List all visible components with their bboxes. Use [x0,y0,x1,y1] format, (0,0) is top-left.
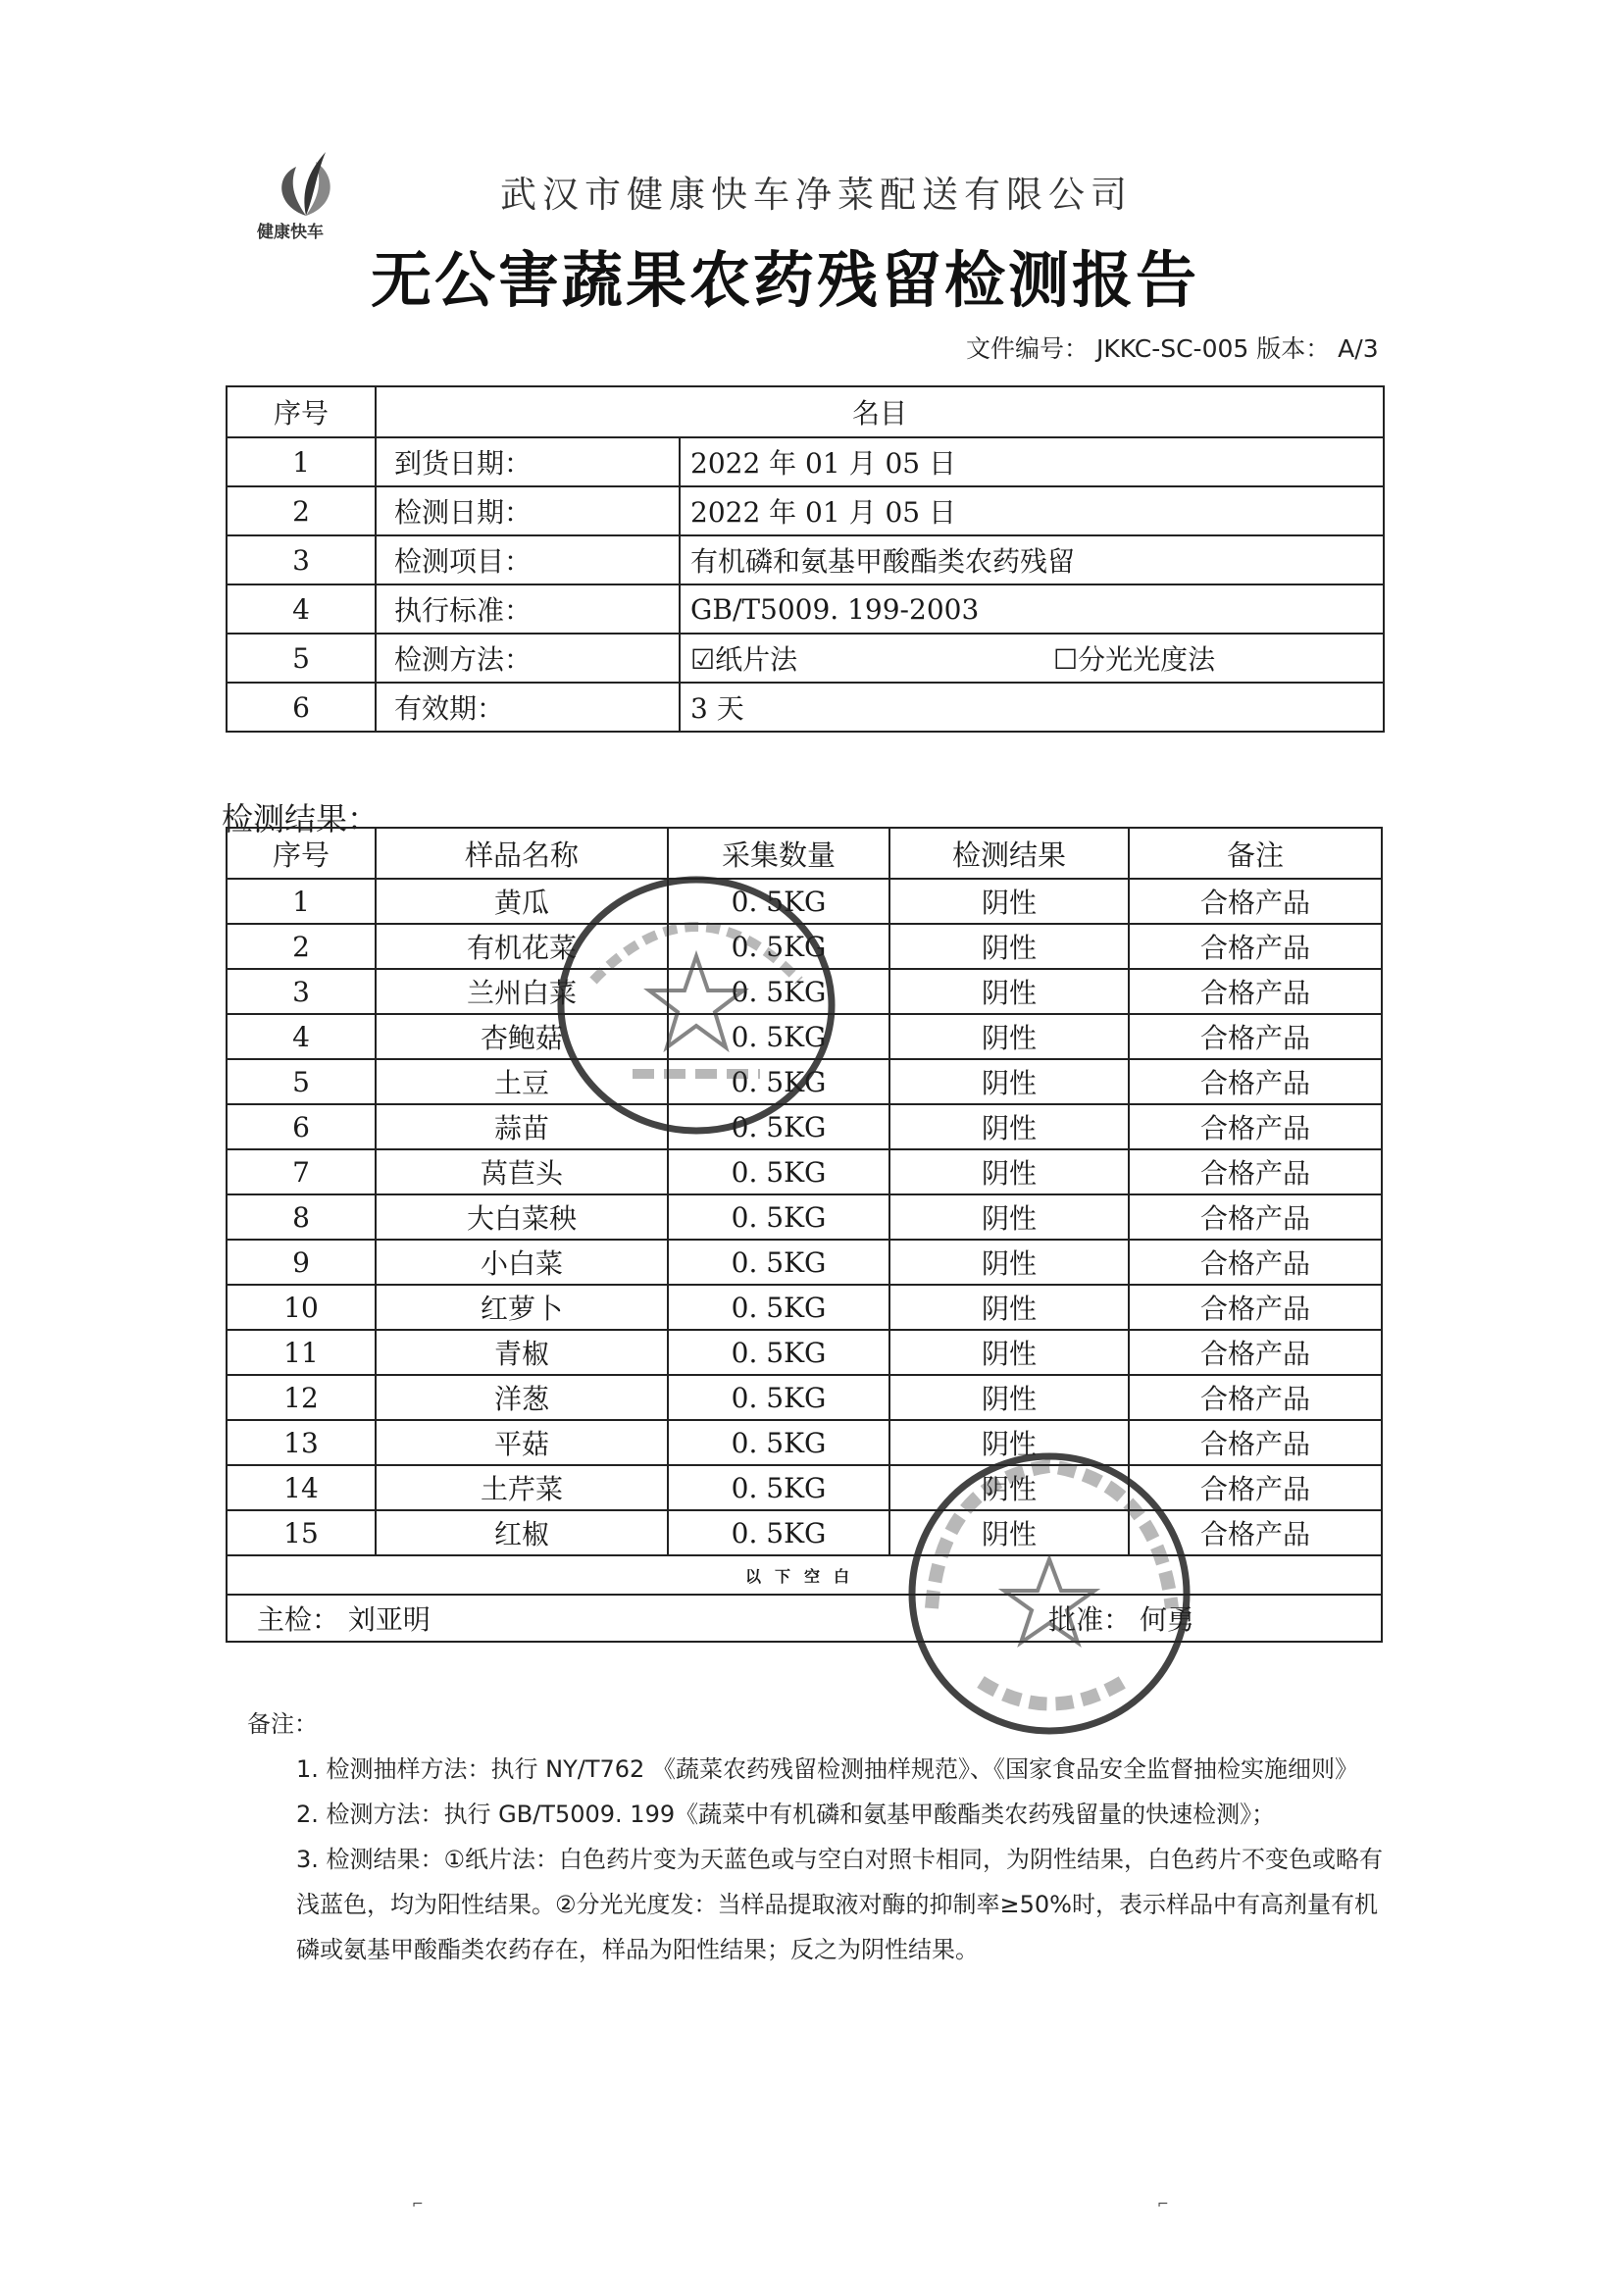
sample-quantity: 0. 5KG [668,1330,889,1375]
sample-quantity: 0. 5KG [668,1285,889,1330]
info-header-item: 名目 [376,386,1384,437]
result-no: 13 [227,1420,376,1465]
result-remark: 合格产品 [1129,1059,1382,1104]
notes-label: 备注： [247,1710,318,1738]
logo-text: 健康快车 [257,223,324,242]
result-no: 14 [227,1465,376,1510]
result-remark: 合格产品 [1129,1194,1382,1240]
sample-quantity: 0. 5KG [668,1240,889,1285]
result-no: 8 [227,1194,376,1240]
result-remark: 合格产品 [1129,1465,1382,1510]
info-no: 4 [227,584,376,634]
results-row [227,1059,1382,1104]
result-no: 4 [227,1014,376,1059]
test-result: 阴性 [889,1510,1129,1555]
sample-quantity: 0. 5KG [668,1194,889,1240]
results-header-row [227,828,1382,879]
test-result: 阴性 [889,969,1129,1014]
result-remark: 合格产品 [1129,1240,1382,1285]
result-no: 7 [227,1149,376,1194]
approver: 批准： 何勇 [1048,1603,1194,1636]
info-label: 有效期： [376,683,680,732]
results-header: 序号 [227,828,376,879]
results-body [227,879,1382,1555]
result-no: 10 [227,1285,376,1330]
info-row [227,584,1384,634]
results-row [227,1014,1382,1059]
note-item: 2. 检测方法：执行 GB/T5009. 199《蔬菜中有机磷和氨基甲酸酯类农药残留量的快速检测》； [296,1801,1276,1828]
info-label: 执行标准： [376,584,680,634]
inspector: 主检： 刘亚明 [257,1603,431,1636]
results-row [227,1375,1382,1420]
test-result: 阴性 [889,1330,1129,1375]
sample-name: 土豆 [376,1059,668,1104]
result-no: 9 [227,1240,376,1285]
sample-quantity: 0. 5KG [668,1510,889,1555]
report-title: 无公害蔬果农药残留检测报告 [371,244,1200,316]
result-remark: 合格产品 [1129,1014,1382,1059]
result-remark: 合格产品 [1129,1104,1382,1149]
info-value [680,634,1384,683]
sample-quantity: 0. 5KG [668,1059,889,1104]
sample-name: 蒜苗 [376,1104,668,1149]
results-row [227,1330,1382,1375]
sample-quantity: 0. 5KG [668,969,889,1014]
results-row [227,1240,1382,1285]
results-header: 备注 [1129,828,1382,879]
sample-quantity: 0. 5KG [668,1465,889,1510]
result-remark: 合格产品 [1129,924,1382,969]
info-label: 检测日期： [376,486,680,535]
result-remark: 合格产品 [1129,1149,1382,1194]
document-number: 文件编号： JKKC-SC-005 版本： A/3 [966,334,1379,363]
result-no: 15 [227,1510,376,1555]
results-header: 采集数量 [668,828,889,879]
info-row [227,634,1384,683]
results-row [227,1104,1382,1149]
info-value: 2022 年 01 月 05 日 [680,486,1384,535]
test-result: 阴性 [889,1375,1129,1420]
info-no: 3 [227,535,376,584]
info-value: 2022 年 01 月 05 日 [680,437,1384,486]
test-result: 阴性 [889,1465,1129,1510]
info-header-no: 序号 [227,386,376,437]
sample-name: 兰州白菜 [376,969,668,1014]
sample-name: 大白菜秧 [376,1194,668,1240]
sample-quantity: 0. 5KG [668,1104,889,1149]
result-no: 11 [227,1330,376,1375]
test-result: 阴性 [889,1240,1129,1285]
result-remark: 合格产品 [1129,1510,1382,1555]
info-row [227,486,1384,535]
result-remark: 合格产品 [1129,969,1382,1014]
result-remark: 合格产品 [1129,1420,1382,1465]
test-result: 阴性 [889,1014,1129,1059]
info-no: 6 [227,683,376,732]
result-remark: 合格产品 [1129,1330,1382,1375]
results-row [227,1285,1382,1330]
sample-name: 杏鲍菇 [376,1014,668,1059]
result-remark: 合格产品 [1129,1285,1382,1330]
info-table-header [227,386,1384,437]
test-result: 阴性 [889,1420,1129,1465]
test-result: 阴性 [889,879,1129,924]
result-remark: 合格产品 [1129,879,1382,924]
blank-row [227,1555,1382,1595]
results-table [226,827,1383,1643]
notes-section [247,1701,1395,1972]
sample-name: 黄瓜 [376,879,668,924]
sample-quantity: 0. 5KG [668,1375,889,1420]
sample-name: 红萝卜 [376,1285,668,1330]
result-no: 1 [227,879,376,924]
result-no: 2 [227,924,376,969]
result-no: 6 [227,1104,376,1149]
sample-name: 莴苣头 [376,1149,668,1194]
test-result: 阴性 [889,1285,1129,1330]
test-result: 阴性 [889,924,1129,969]
info-no: 1 [227,437,376,486]
method-paper-checkbox: ☑纸片法 [690,643,798,676]
scan-mark: ⌐ [412,2197,424,2212]
sample-name: 洋葱 [376,1375,668,1420]
info-label: 到货日期： [376,437,680,486]
results-row [227,1420,1382,1465]
result-no: 12 [227,1375,376,1420]
info-label: 检测方法： [376,634,680,683]
note-item: 3. 检测结果：①纸片法：白色药片变为天蓝色或与空白对照卡相同，为阴性结果，白色药片不变色或略有浅蓝色，均为阳性结果。②分光光度发：当样品提取液对酶的抑制率≥50%时，表示样品中有高剂量有机磷或氨基甲酸酯类农药存在，样品为阳性结果；反之为阴性结果。 [296,1846,1384,1963]
test-result: 阴性 [889,1059,1129,1104]
info-row [227,535,1384,584]
sample-quantity: 0. 5KG [668,1420,889,1465]
sample-name: 小白菜 [376,1240,668,1285]
info-value: 3 天 [680,683,1384,732]
results-label: 检测结果： [222,800,380,838]
info-label: 检测项目： [376,535,680,584]
results-row [227,879,1382,924]
results-row [227,1465,1382,1510]
test-result: 阴性 [889,1104,1129,1149]
sample-name: 平菇 [376,1420,668,1465]
results-row [227,924,1382,969]
info-table [226,385,1385,733]
results-header: 样品名称 [376,828,668,879]
blank-note: 以下空白 [227,1555,1382,1595]
info-value: 有机磷和氨基甲酸酯类农药残留 [680,535,1384,584]
results-row [227,1149,1382,1194]
info-row [227,437,1384,486]
sample-name: 土芹菜 [376,1465,668,1510]
results-row [227,1510,1382,1555]
note-item: 1. 检测抽样方法：执行 NY/T762 《蔬菜农药残留检测抽样规范》、《国家食品安全监督抽检实施细则》 [296,1755,1358,1783]
results-row [227,969,1382,1014]
company-name: 武汉市健康快车净菜配送有限公司 [500,174,1133,216]
info-value: GB/T5009. 199-2003 [680,584,1384,634]
result-no: 3 [227,969,376,1014]
result-remark: 合格产品 [1129,1375,1382,1420]
info-row [227,683,1384,732]
result-no: 5 [227,1059,376,1104]
sample-quantity: 0. 5KG [668,1149,889,1194]
results-row [227,1194,1382,1240]
sample-name: 有机花菜 [376,924,668,969]
sample-name: 红椒 [376,1510,668,1555]
method-spectro-checkbox: ☐分光光度法 [1053,643,1216,676]
results-header: 检测结果 [889,828,1129,879]
sample-quantity: 0. 5KG [668,1014,889,1059]
info-no: 5 [227,634,376,683]
sample-name: 青椒 [376,1330,668,1375]
sample-quantity: 0. 5KG [668,879,889,924]
sample-quantity: 0. 5KG [668,924,889,969]
test-result: 阴性 [889,1194,1129,1240]
scan-mark: ⌐ [1157,2197,1169,2212]
signature-row [227,1595,1382,1642]
test-result: 阴性 [889,1149,1129,1194]
info-no: 2 [227,486,376,535]
